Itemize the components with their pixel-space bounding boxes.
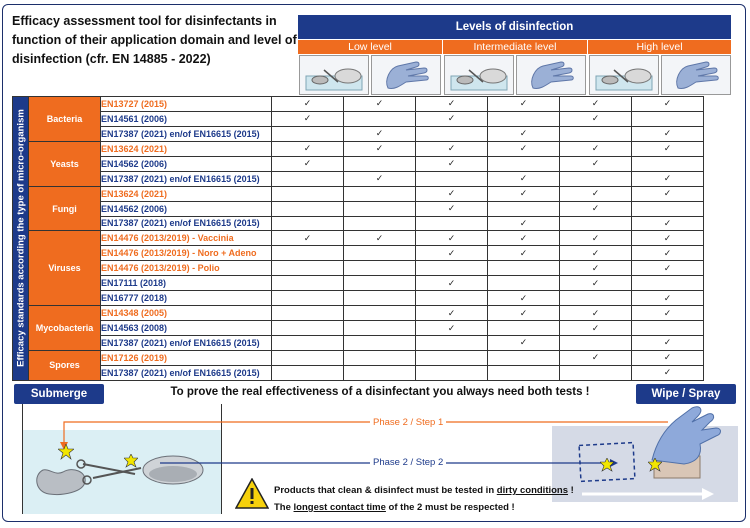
phase-arrows <box>40 412 670 482</box>
check-mark: ✓ <box>488 97 560 112</box>
empty-cell <box>344 216 416 231</box>
category-mycobacteria: Mycobacteria <box>29 306 101 351</box>
empty-cell <box>632 201 704 216</box>
table-row <box>13 156 704 171</box>
check-mark: ✓ <box>560 306 632 321</box>
check-mark: ✓ <box>272 156 344 171</box>
standard-name: EN17387 (2021) en/of EN16615 (2015) <box>101 126 272 141</box>
instruments-image <box>299 55 369 95</box>
empty-cell <box>416 336 488 351</box>
empty-cell <box>632 276 704 291</box>
submerge-tab: Submerge <box>14 384 104 404</box>
table-row <box>13 171 704 186</box>
check-mark: ✓ <box>488 291 560 306</box>
check-mark: ✓ <box>560 141 632 156</box>
level-high: High level <box>588 40 731 54</box>
empty-cell <box>344 201 416 216</box>
check-mark: ✓ <box>344 171 416 186</box>
empty-cell <box>488 350 560 365</box>
check-mark: ✓ <box>632 336 704 351</box>
standard-name: EN17126 (2019) <box>101 350 272 365</box>
side-label: Efficacy standards according the type of micro-organism <box>13 97 29 381</box>
standard-name: EN17387 (2021) en/of EN16615 (2015) <box>101 365 272 380</box>
empty-cell <box>344 306 416 321</box>
check-mark: ✓ <box>560 231 632 246</box>
standard-name: EN13624 (2021) <box>101 186 272 201</box>
check-mark: ✓ <box>272 111 344 126</box>
empty-cell <box>344 261 416 276</box>
empty-cell <box>560 171 632 186</box>
empty-cell <box>560 336 632 351</box>
standard-name: EN14476 (2013/2019) - Polio <box>101 261 272 276</box>
level-intermediate: Intermediate level <box>443 40 587 54</box>
check-mark: ✓ <box>560 246 632 261</box>
check-mark: ✓ <box>272 231 344 246</box>
table-row <box>13 126 704 141</box>
dirty-conditions-note: Products that clean & disinfect must be tested in dirty conditions ! <box>274 485 574 496</box>
standard-name: EN14563 (2008) <box>101 321 272 336</box>
empty-cell <box>560 216 632 231</box>
empty-cell <box>416 261 488 276</box>
empty-cell <box>344 291 416 306</box>
check-mark: ✓ <box>416 201 488 216</box>
table-row <box>13 246 704 261</box>
check-mark: ✓ <box>632 186 704 201</box>
check-mark: ✓ <box>488 141 560 156</box>
check-mark: ✓ <box>344 126 416 141</box>
empty-cell <box>632 111 704 126</box>
check-mark: ✓ <box>416 186 488 201</box>
check-mark: ✓ <box>632 350 704 365</box>
empty-cell <box>272 261 344 276</box>
check-mark: ✓ <box>632 246 704 261</box>
empty-cell <box>344 111 416 126</box>
check-mark: ✓ <box>488 246 560 261</box>
standard-name: EN14476 (2013/2019) - Vaccinia <box>101 231 272 246</box>
table-row <box>13 231 704 246</box>
empty-cell <box>272 365 344 380</box>
empty-cell <box>344 336 416 351</box>
empty-cell <box>344 350 416 365</box>
empty-cell <box>272 291 344 306</box>
empty-cell <box>488 111 560 126</box>
table-row <box>13 350 704 365</box>
prove-statement: To prove the real effectiveness of a disinfectant you always need both tests ! <box>170 386 590 398</box>
standard-name: EN13727 (2015) <box>101 97 272 112</box>
check-mark: ✓ <box>560 111 632 126</box>
table-row <box>13 336 704 351</box>
instruments-image <box>444 55 514 95</box>
empty-cell <box>344 276 416 291</box>
check-mark: ✓ <box>488 306 560 321</box>
check-mark: ✓ <box>488 186 560 201</box>
empty-cell <box>416 291 488 306</box>
check-mark: ✓ <box>560 201 632 216</box>
standard-name: EN17111 (2018) <box>101 276 272 291</box>
empty-cell <box>416 216 488 231</box>
check-mark: ✓ <box>416 111 488 126</box>
empty-cell <box>488 276 560 291</box>
check-mark: ✓ <box>416 276 488 291</box>
check-mark: ✓ <box>488 231 560 246</box>
check-mark: ✓ <box>416 141 488 156</box>
table-row <box>13 186 704 201</box>
empty-cell <box>272 201 344 216</box>
category-fungi: Fungi <box>29 186 101 231</box>
wipe-spray-tab: Wipe / Spray <box>636 384 736 404</box>
levels-header: Levels of disinfection <box>298 15 731 39</box>
check-mark: ✓ <box>488 171 560 186</box>
table-row <box>13 111 704 126</box>
phase-step-2-label: Phase 2 / Step 2 <box>370 457 446 468</box>
category-bacteria: Bacteria <box>29 97 101 142</box>
contamination-spot-icon <box>124 454 138 468</box>
standard-name: EN13624 (2021) <box>101 141 272 156</box>
empty-cell <box>272 186 344 201</box>
check-mark: ✓ <box>488 216 560 231</box>
check-mark: ✓ <box>272 97 344 112</box>
glove-image <box>371 55 441 95</box>
standard-name: EN17387 (2021) en/of EN16615 (2015) <box>101 336 272 351</box>
empty-cell <box>416 365 488 380</box>
empty-cell <box>416 126 488 141</box>
check-mark: ✓ <box>344 231 416 246</box>
empty-cell <box>488 261 560 276</box>
efficacy-table <box>12 96 704 381</box>
page-title: Efficacy assessment tool for disinfectants in function of their application domain and level of disinfection (cfr. EN 14885 - 2022) <box>12 14 297 66</box>
phase-step-1-label: Phase 2 / Step 1 <box>370 417 446 428</box>
empty-cell <box>272 246 344 261</box>
check-mark: ✓ <box>632 216 704 231</box>
empty-cell <box>272 171 344 186</box>
empty-cell <box>416 350 488 365</box>
instruments-image <box>589 55 659 95</box>
check-mark: ✓ <box>632 231 704 246</box>
empty-cell <box>560 126 632 141</box>
empty-cell <box>344 321 416 336</box>
check-mark: ✓ <box>560 156 632 171</box>
check-mark: ✓ <box>560 97 632 112</box>
check-mark: ✓ <box>272 141 344 156</box>
contamination-spot-icon <box>600 458 614 472</box>
table-row <box>13 291 704 306</box>
empty-cell <box>488 156 560 171</box>
contamination-spot-icon <box>648 458 662 472</box>
check-mark: ✓ <box>632 306 704 321</box>
empty-cell <box>488 365 560 380</box>
category-spores: Spores <box>29 350 101 380</box>
check-mark: ✓ <box>632 365 704 380</box>
standard-name: EN14561 (2006) <box>101 111 272 126</box>
table-row <box>13 201 704 216</box>
check-mark: ✓ <box>416 321 488 336</box>
check-mark: ✓ <box>632 291 704 306</box>
empty-cell <box>632 156 704 171</box>
warning-sign-icon <box>235 478 269 510</box>
check-mark: ✓ <box>344 97 416 112</box>
check-mark: ✓ <box>416 306 488 321</box>
empty-cell <box>272 306 344 321</box>
check-mark: ✓ <box>560 261 632 276</box>
empty-cell <box>488 321 560 336</box>
contact-time-note: The longest contact time of the 2 must be respected ! <box>274 502 515 513</box>
check-mark: ✓ <box>632 171 704 186</box>
glove-image <box>661 55 731 95</box>
check-mark: ✓ <box>632 126 704 141</box>
category-viruses: Viruses <box>29 231 101 306</box>
empty-cell <box>272 321 344 336</box>
empty-cell <box>344 156 416 171</box>
check-mark: ✓ <box>632 141 704 156</box>
standard-name: EN14348 (2005) <box>101 306 272 321</box>
empty-cell <box>416 171 488 186</box>
empty-cell <box>560 365 632 380</box>
table-row <box>13 216 704 231</box>
empty-cell <box>344 186 416 201</box>
check-mark: ✓ <box>560 350 632 365</box>
check-mark: ✓ <box>416 246 488 261</box>
empty-cell <box>488 201 560 216</box>
table-row <box>13 141 704 156</box>
table-row <box>13 321 704 336</box>
empty-cell <box>272 216 344 231</box>
empty-cell <box>272 276 344 291</box>
empty-cell <box>632 321 704 336</box>
empty-cell <box>272 126 344 141</box>
empty-cell <box>344 246 416 261</box>
empty-cell <box>272 350 344 365</box>
empty-cell <box>344 365 416 380</box>
standard-name: EN16777 (2018) <box>101 291 272 306</box>
check-mark: ✓ <box>344 141 416 156</box>
check-mark: ✓ <box>488 336 560 351</box>
standard-name: EN17387 (2021) en/of EN16615 (2015) <box>101 216 272 231</box>
check-mark: ✓ <box>560 186 632 201</box>
table-row <box>13 365 704 380</box>
check-mark: ✓ <box>416 97 488 112</box>
table-row <box>13 306 704 321</box>
table-row <box>13 261 704 276</box>
standard-name: EN17387 (2021) en/of EN16615 (2015) <box>101 171 272 186</box>
contamination-spot-icon <box>58 444 74 460</box>
empty-cell <box>272 336 344 351</box>
check-mark: ✓ <box>632 261 704 276</box>
check-mark: ✓ <box>416 156 488 171</box>
check-mark: ✓ <box>560 321 632 336</box>
level-low: Low level <box>298 40 442 54</box>
check-mark: ✓ <box>488 126 560 141</box>
standard-name: EN14562 (2006) <box>101 156 272 171</box>
category-yeasts: Yeasts <box>29 141 101 186</box>
table-row <box>13 97 704 112</box>
table-row <box>13 276 704 291</box>
check-mark: ✓ <box>632 97 704 112</box>
standard-name: EN14476 (2013/2019) - Noro + Adeno <box>101 246 272 261</box>
check-mark: ✓ <box>560 276 632 291</box>
glove-image <box>516 55 586 95</box>
empty-cell <box>560 291 632 306</box>
standard-name: EN14562 (2006) <box>101 201 272 216</box>
check-mark: ✓ <box>416 231 488 246</box>
